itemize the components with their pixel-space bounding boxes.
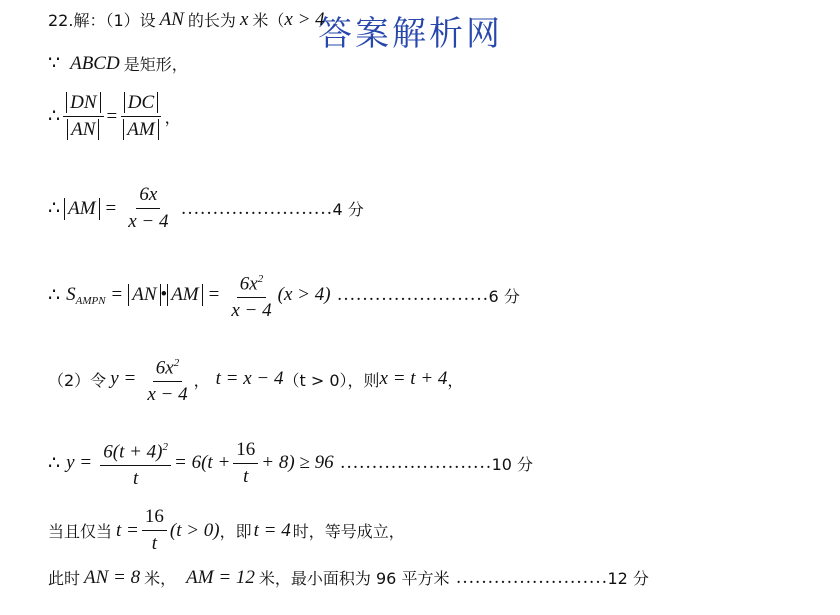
fraction: $\frac{6x}{x - 4}$ (128, 184, 169, 232)
line-9: 此时 AN = 8 米， AM = 12 米，最小面积为 96 平方米 …………………… 12 分 (48, 566, 649, 588)
fraction: $\frac{DC}{AM}$ (120, 92, 161, 141)
text: 米（ (252, 11, 285, 30)
fraction: $\frac{16}{t}$ (233, 439, 258, 488)
fraction: $\frac{6(t + 4)^2}{t}$ (100, 436, 171, 490)
line-2 (48, 52, 188, 75)
line-3: ∴ $\frac{DN}{AN}$ = $\frac{DC}{AM}$ ， (48, 92, 181, 140)
var-abcd: ABCD (70, 52, 120, 74)
var-an: AN (159, 8, 184, 30)
score: 6 分 (488, 286, 520, 306)
because-symbol: ∵ (48, 53, 61, 74)
condition: x > 4 (284, 8, 325, 30)
var-x: x (239, 8, 249, 30)
score: 4 分 (332, 200, 364, 219)
fraction: $\frac{6x^2}{x - 4}$ (228, 268, 274, 322)
therefore-symbol: ∴ (48, 106, 61, 127)
problem-number: 22.解：（1）设 (48, 11, 156, 30)
line-1 (48, 8, 325, 31)
fraction: $\frac{6x^2}{x - 4}$ (144, 352, 190, 406)
fraction: $\frac{DN}{AN}$ (63, 92, 103, 141)
fraction: $\frac{16}{t}$ (142, 506, 167, 555)
score: 12 分 (607, 569, 649, 588)
score: 10 分 (491, 454, 534, 474)
text: 是矩形， (123, 55, 188, 74)
line-4: ∴ AM = $\frac{6x}{x - 4}$ …………………… 4 分 (48, 184, 364, 232)
text: 的长为 (187, 11, 236, 30)
line-5: ∴ S AMPN = AN • AM = $\frac{6x^2}{x - 4}$ (x > 4) …………………… 6 分 (48, 268, 520, 322)
watermark: 答案解析网 (318, 14, 503, 54)
line-6: （2）令 y = $\frac{6x^2}{x - 4}$ ， t = x − 4 （t > 0），则 x = t + 4 ， (48, 352, 463, 406)
line-8: 当且仅当 t = $\frac{16}{t}$ (t > 0) ，即 t = 4 时，等号成立， (48, 506, 405, 554)
line-7: ∴ y = $\frac{6(t + 4)^2}{t}$ = 6(t + $\frac{16}{t}$ + 8) ≥ 96 …………………… 10 分 (48, 436, 533, 490)
